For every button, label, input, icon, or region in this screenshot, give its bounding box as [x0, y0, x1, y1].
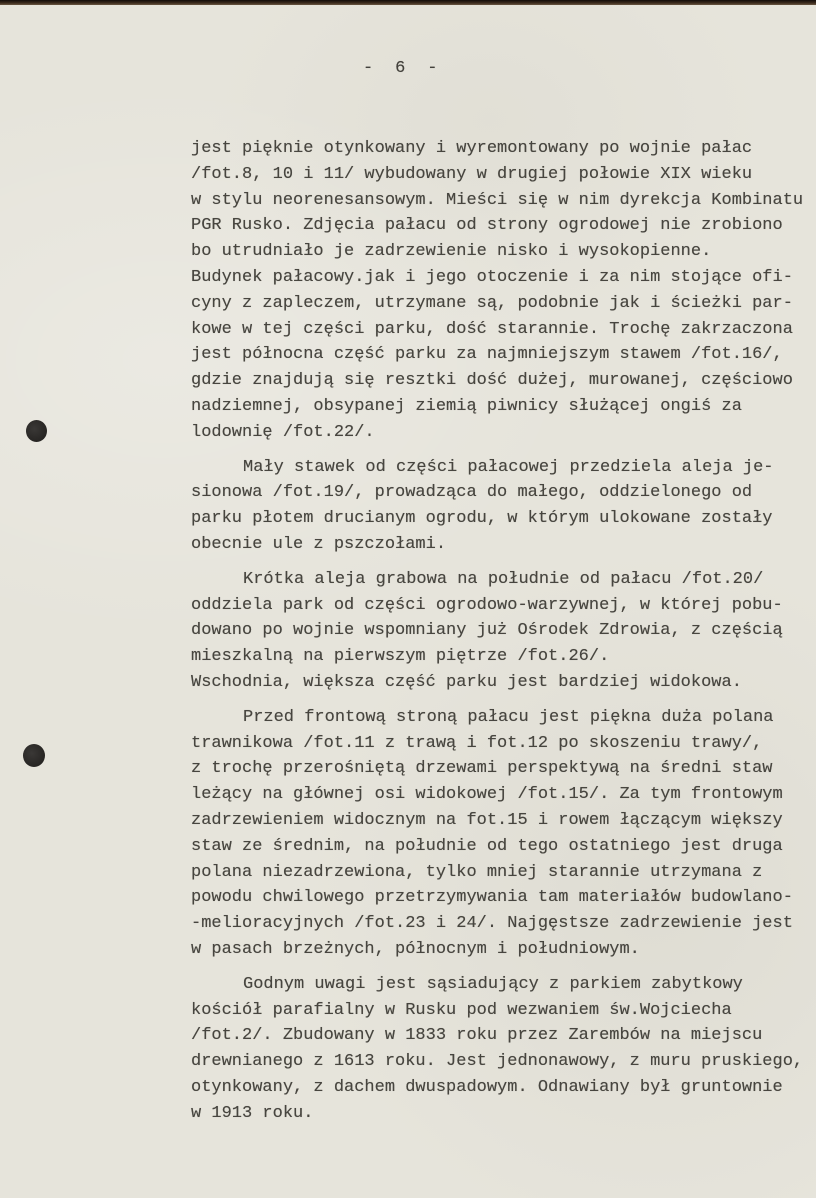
page-number: - 6 -: [363, 59, 438, 78]
text-line: cyny z zapleczem, utrzymane są, podobnie jak i ścieżki par-: [191, 293, 793, 313]
hole-punch-mark: [26, 420, 47, 442]
text-line: otynkowany, z dachem dwuspadowym. Odnawiany był gruntownie: [191, 1077, 783, 1097]
text-line: staw ze średnim, na południe od tego ostatniego jest druga: [191, 836, 783, 856]
text-line: kościół parafialny w Rusku pod wezwaniem św.Wojciecha: [191, 1000, 732, 1020]
paragraph: [191, 705, 816, 963]
paragraph: [191, 455, 816, 558]
text-line: mieszkalną na pierwszym piętrze /fot.26/.: [191, 647, 610, 667]
text-line: obecnie ule z pszczołami.: [191, 534, 447, 554]
text-line: w pasach brzeżnych, północnym i południowym.: [191, 939, 640, 959]
text-line: drewnianego z 1613 roku. Jest jednonawowy, z muru pruskiego,: [191, 1052, 804, 1072]
text-line: gdzie znajdują się resztki dość dużej, murowanej, częściowo: [191, 371, 793, 391]
text-line: kowe w tej części parku, dość starannie. Trochę zakrzaczona: [191, 319, 793, 339]
text-line: powodu chwilowego przetrzymywania tam materiałów budowlano-: [191, 888, 793, 908]
paragraph: [191, 136, 816, 446]
hole-punch-mark: [23, 744, 45, 767]
text-line: Wschodnia, większa część parku jest bardziej widokowa.: [191, 672, 742, 692]
text-line: sionowa /fot.19/, prowadząca do małego, oddzielonego od: [191, 483, 753, 503]
text-line: oddziela park od części ogrodowo-warzywnej, w której pobu-: [191, 595, 783, 615]
text-line: parku płotem drucianym ogrodu, w którym ulokowane zostały: [191, 509, 773, 529]
text-line: Mały stawek od części pałacowej przedziela aleja je-: [243, 457, 774, 477]
text-line: Przed frontową stroną pałacu jest piękna duża polana: [243, 707, 774, 727]
text-line: lodownię /fot.22/.: [191, 422, 375, 442]
text-line: w stylu neorenesansowym. Mieści się w nim dyrekcja Kombinatu: [191, 190, 804, 210]
text-line: Budynek pałacowy.jak i jego otoczenie i za nim stojące ofi-: [191, 267, 793, 287]
text-line: jest pięknie otynkowany i wyremontowany po wojnie pałac: [191, 139, 753, 158]
scan-edge-strip: [0, 0, 816, 5]
text-line: z trochę przerośniętą drzewami perspektywą na średni staw: [191, 759, 773, 779]
text-line: nadziemnej, obsypanej ziemią piwnicy służącej ongiś za: [191, 396, 742, 416]
text-line: /fot.2/. Zbudowany w 1833 roku przez Zarembów na miejscu: [191, 1026, 763, 1046]
text-line: leżący na głównej osi widokowej /fot.15/. Za tym frontowym: [191, 785, 783, 805]
text-line: dowano po wojnie wspomniany już Ośrodek Zdrowia, z częścią: [191, 621, 783, 641]
text-line: polana niezadrzewiona, tylko mniej starannie utrzymana z: [191, 862, 763, 882]
text-line: jest północna część parku za najmniejszym stawem /fot.16/,: [191, 345, 783, 365]
text-line: w 1913 roku.: [191, 1103, 314, 1123]
paragraph: [191, 567, 816, 696]
text-line: Krótka aleja grabowa na południe od pałacu /fot.20/: [243, 569, 764, 589]
text-line: zadrzewieniem widocznym na fot.15 i rowem łączącym większy: [191, 810, 783, 830]
text-line: bo utrudniało je zadrzewienie nisko i wysokopienne.: [191, 242, 712, 262]
document-body: [191, 136, 816, 1126]
paragraph: [191, 972, 816, 1127]
text-line: PGR Rusko. Zdjęcia pałacu od strony ogrodowej nie zrobiono: [191, 216, 783, 236]
text-line: /fot.8, 10 i 11/ wybudowany w drugiej połowie XIX wieku: [191, 164, 753, 184]
text-line: Godnym uwagi jest sąsiadujący z parkiem zabytkowy: [243, 974, 743, 994]
text-line: trawnikowa /fot.11 z trawą i fot.12 po skoszeniu trawy/,: [191, 733, 763, 753]
text-line: -melioracyjnych /fot.23 i 24/. Najgęstsze zadrzewienie jest: [191, 914, 793, 934]
